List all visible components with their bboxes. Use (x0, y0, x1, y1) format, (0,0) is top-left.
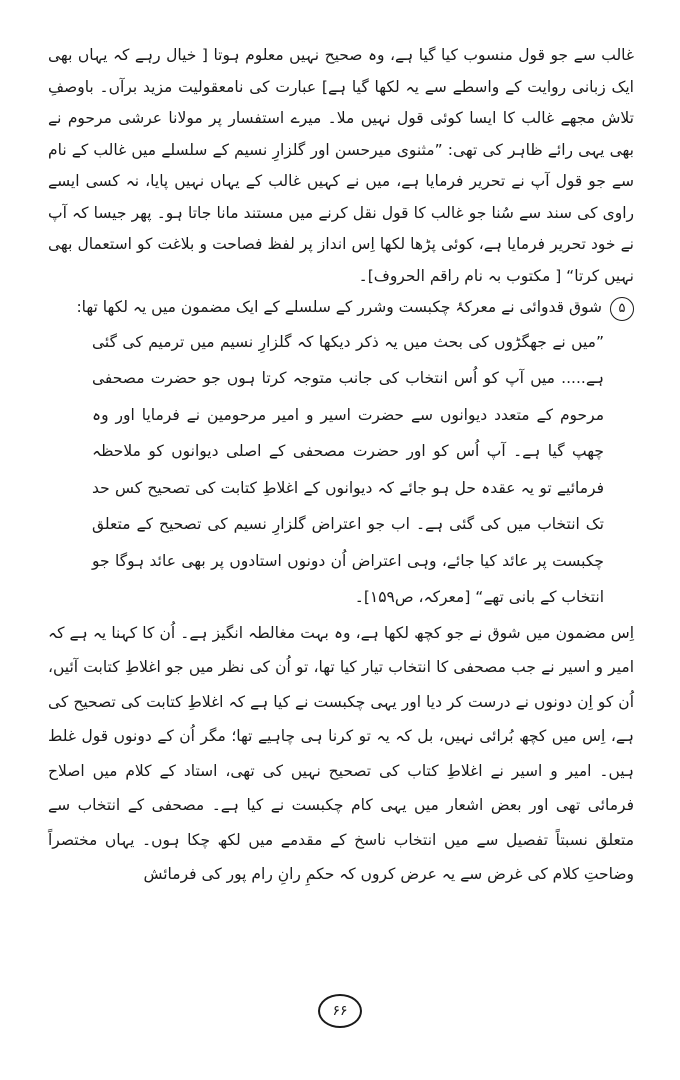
paragraph-shauq-analysis: اِس مضمون میں شوق نے جو کچھ لکھا ہے، وہ بہت مغالطہ انگیز ہے۔ اُن کا کہنا یہ ہے کہ امیر و اسیر نے جب مصحفی کا انتخاب تیار کیا تھا، تو اُن کی نظر میں جو اغلاطِ کتابت آئیں، اُن کو اِن دونوں نے درست کر دیا اور یہی چکبست نے کیا ہے کہ اغلاطِ کتابت کی تصحیح کی ہے، اِس میں کچھ بُرائی نہیں، بل کہ یہ تو کرنا ہی چاہیے تھا؛ مگر اُن کے دونوں قول غلط ہیں۔ امیر و اسیر نے اغلاطِ کتاب کی تصحیح نہیں کی تھی، استاد کے کلام میں اصلاح فرمائی تھی اور بعض اشعار میں یہی کام چکبست نے کیا ہے۔ مصحفی کے انتخاب سے متعلق نسبتاً تفصیل سے میں انتخاب ناسخ کے مقدمے میں لکھ چکا ہوں۔ یہاں مختصراً وضاحتِ کلام کی غرض سے یہ عرض کروں کہ حکمِ رانِ رام پور کی فرمائش (48, 623, 634, 883)
page-number: ۶۶ (318, 994, 362, 1028)
paragraph-ghalib-quote: غالب سے جو قول منسوب کیا گیا ہے، وہ صحیح نہیں معلوم ہوتا [ خیال رہے کہ یہاں بھی ایک زبانی روایت کے واسطے سے یہ لکھا گیا ہے] عبارت کی نامعقولیت مزید برآں۔ باوصفِ تلاش مجھے غالب کا ایسا کوئی قول نہیں ملا۔ میرے استفسار پر مولانا عرشی مرحوم نے بھی یہی رائے ظاہر کی تھی: ”مثنوی میرحسن اور گلزارِ نسیم کے سلسلے میں غالب کے نام سے جو قول آپ نے تحریر فرمایا ہے، میں نے کہیں غالب کے یہاں نہیں پایا، نہ کسی ایسے راوی کی سند سے سُنا جو غالب کا قول نقل کرنے میں مستند مانا جاتا ہو۔ پھر جیسا کہ آپ نے خود تحریر فرمایا ہے، کوئی پڑھا لکھا اِس انداز پر لفظ فصاحت و بلاغت کو استعمال بھی نہیں کرتا“ [ مکتوب بہ نام راقم الحروف]۔ (48, 46, 634, 285)
numbered-item-5 (48, 292, 634, 324)
block-quote: ”میں نے جھگڑوں کی بحث میں یہ ذکر دیکھا کہ گلزارِ نسیم میں ترمیم کی گئی ہے..... میں آپ کو اُس انتخاب کی جانب متوجہ کرتا ہوں جو حضرت مصحفی مرحوم کے متعدد دیوانوں سے حضرت اسیر و امیر مرحومین نے فرمایا اور وہ چھپ گیا ہے۔ آپ اُس کو اور حضرت مصحفی کے اصلی دیوانوں کو ملاحظہ فرمائیے تو یہ عقدہ حل ہو جائے کہ دیوانوں کے اغلاطِ کتابت کی تصحیح کس حد تک انتخاب میں کی گئی ہے۔ اب جو اعتراض گلزارِ نسیم کی تصحیح کے متعلق چکبست پر عائد کیا جائے، وہی اعتراض اُن دونوں استادوں پر بھی عائد ہوگا جو انتخاب کے بانی تھے“ [معرکہ، ص۱۵۹]۔ (92, 332, 604, 606)
item-intro: شوق قدوائی نے معرکۂ چکبست وشرر کے سلسلے کے ایک مضمون میں یہ لکھا تھا: (76, 298, 602, 316)
item-number-badge: ۵ (610, 297, 634, 321)
body-text (48, 40, 634, 892)
